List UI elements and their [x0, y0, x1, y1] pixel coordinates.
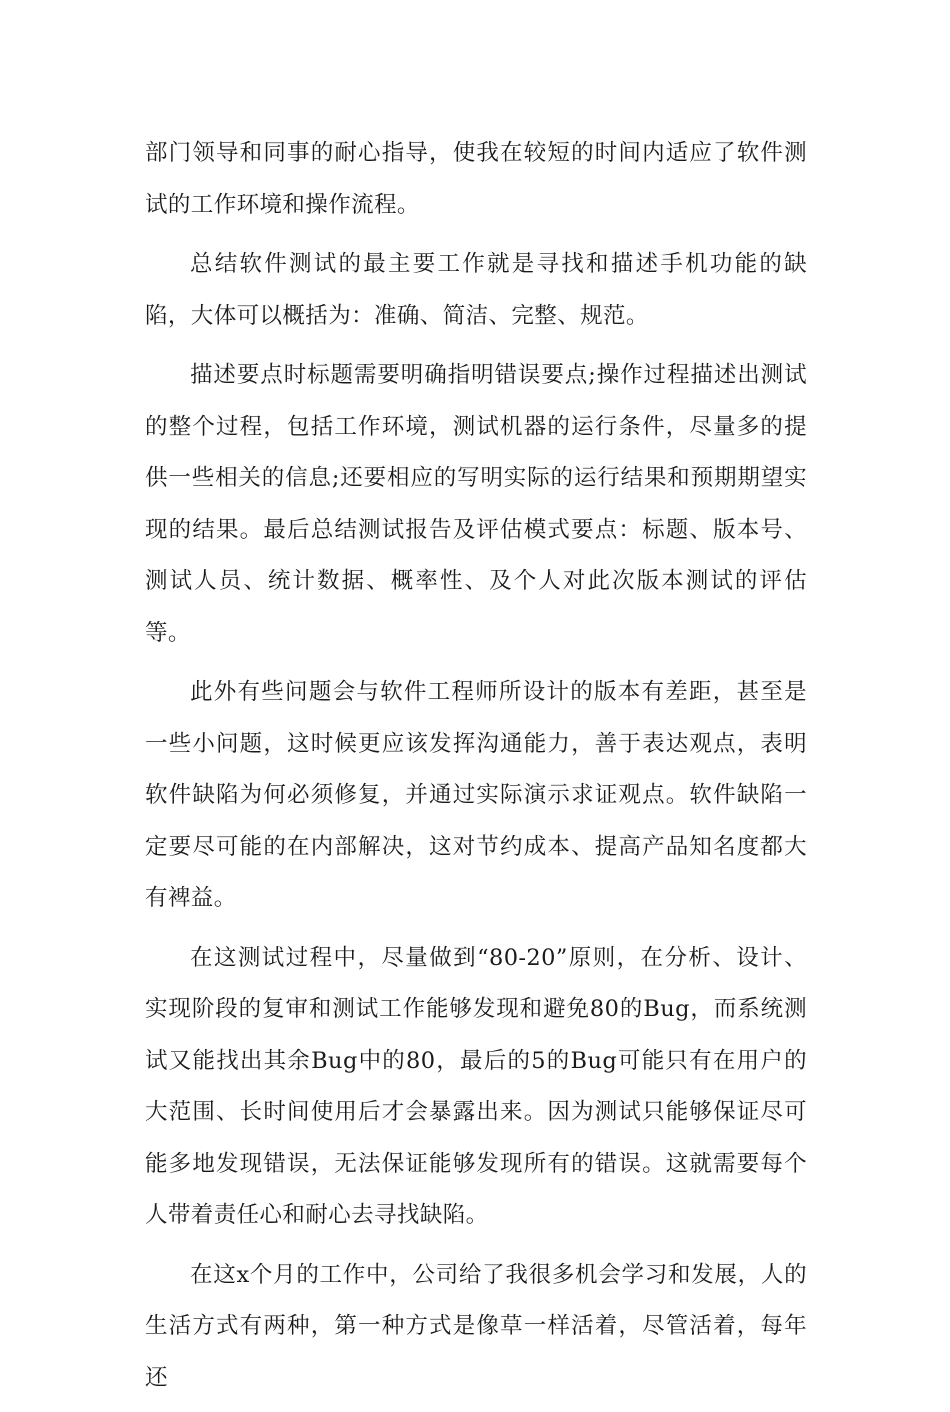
- paragraph-1: 部门领导和同事的耐心指导，使我在较短的时间内适应了软件测试的工作环境和操作流程。: [145, 140, 807, 218]
- paragraph-5: 在这测试过程中，尽量做到“80-20”原则，在分析、设计、实现阶段的复审和测试工作能够发现和避免80的Bug，而系统测试又能找出其余Bug中的80，最后的5的Bug可能只有在用户的大范围、长时间使用后才会暴露出来。因为测试只能够保证尽可能多地发现错误，无法保证能够发现所有的错误。这就需要每个人带着责任心和耐心去寻找缺陷。: [145, 944, 807, 1228]
- paragraph-2: 总结软件测试的最主要工作就是寻找和描述手机功能的缺陷，大体可以概括为：准确、简洁、完整、规范。: [145, 251, 807, 329]
- paragraph-4: 此外有些问题会与软件工程师所设计的版本有差距，甚至是一些小问题，这时候更应该发挥沟通能力，善于表达观点，表明软件缺陷为何必须修复，并通过实际演示求证观点。软件缺陷一定要尽可能的在内部解决，这对节约成本、提高产品知名度都大有裨益。: [145, 679, 807, 911]
- paragraph-3: 描述要点时标题需要明确指明错误要点;操作过程描述出测试的整个过程，包括工作环境，测试机器的运行条件，尽量多的提供一些相关的信息;还要相应的写明实际的运行结果和预期期望实现的结果。最后总结测试报告及评估模式要点：标题、版本号、测试人员、统计数据、概率性、及个人对此次版本测试的评估等。: [145, 362, 807, 646]
- paragraph-6: 在这x个月的工作中，公司给了我很多机会学习和发展，人的生活方式有两种，第一种方式是像草一样活着，尽管活着，每年还: [145, 1261, 807, 1391]
- document-body: [145, 128, 807, 1412]
